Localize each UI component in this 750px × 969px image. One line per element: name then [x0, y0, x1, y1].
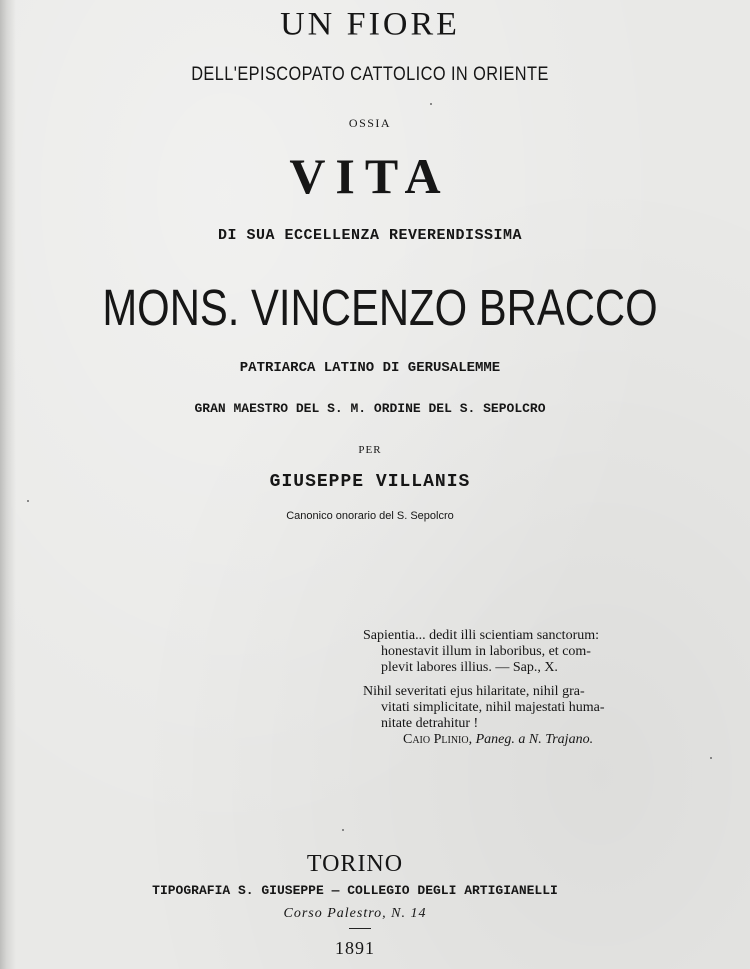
subtitle: DI SUA ECCELLENZA REVERENDISSIMA	[217, 227, 523, 244]
epigraph-line: honestavit illum in laboribus, et com-	[381, 644, 591, 659]
attribution-author: Caio Plinio,	[403, 732, 473, 747]
paper-speck	[430, 103, 432, 105]
epigraph-1	[363, 628, 703, 676]
paper-speck	[27, 500, 29, 502]
epigraph-line: plevit labores illius. — Sap., X.	[381, 660, 558, 675]
subject-role: PATRIARCA LATINO DI GERUSALEMME	[239, 360, 501, 376]
epigraphs	[363, 628, 703, 756]
conjunction: OSSIA	[348, 116, 392, 130]
epigraph-line: nitate detrahitur !	[381, 716, 479, 731]
subject-name: MONS. VINCENZO BRACCO	[102, 279, 658, 336]
main-title: VITA	[289, 148, 451, 204]
imprint-rule	[349, 928, 371, 929]
title-line-1: UN FIORE	[280, 6, 460, 43]
epigraph-line: Nihil severitati ejus hilaritate, nihil gra-	[363, 684, 585, 699]
imprint-year: 1891	[335, 938, 375, 958]
attribution-work: Paneg. a N. Trajano.	[475, 732, 594, 747]
epigraph-line: Sapientia... dedit illi scientiam sanctorum:	[363, 628, 600, 643]
author-role: Canonico onorario del S. Sepolcro	[286, 510, 454, 522]
imprint-address: Corso Palestro, N. 14	[283, 906, 427, 921]
imprint-printer: TIPOGRAFIA S. GIUSEPPE — COLLEGIO DEGLI ARTIGIANELLI	[152, 883, 558, 898]
imprint-city: TORINO	[306, 851, 404, 877]
paper-speck	[342, 829, 344, 831]
subject-order: GRAN MAESTRO DEL S. M. ORDINE DEL S. SEPOLCRO	[194, 401, 546, 416]
epigraph-line: vitati simplicitate, nihil majestati huma-	[381, 700, 605, 715]
paper-speck	[710, 757, 712, 759]
by-label: PER	[358, 444, 382, 456]
author-name: GIUSEPPE VILLANIS	[269, 472, 471, 492]
title-line-2: DELL'EPISCOPATO CATTOLICO IN ORIENTE	[191, 64, 549, 85]
epigraph-attribution	[363, 732, 703, 748]
epigraph-2	[363, 684, 703, 748]
